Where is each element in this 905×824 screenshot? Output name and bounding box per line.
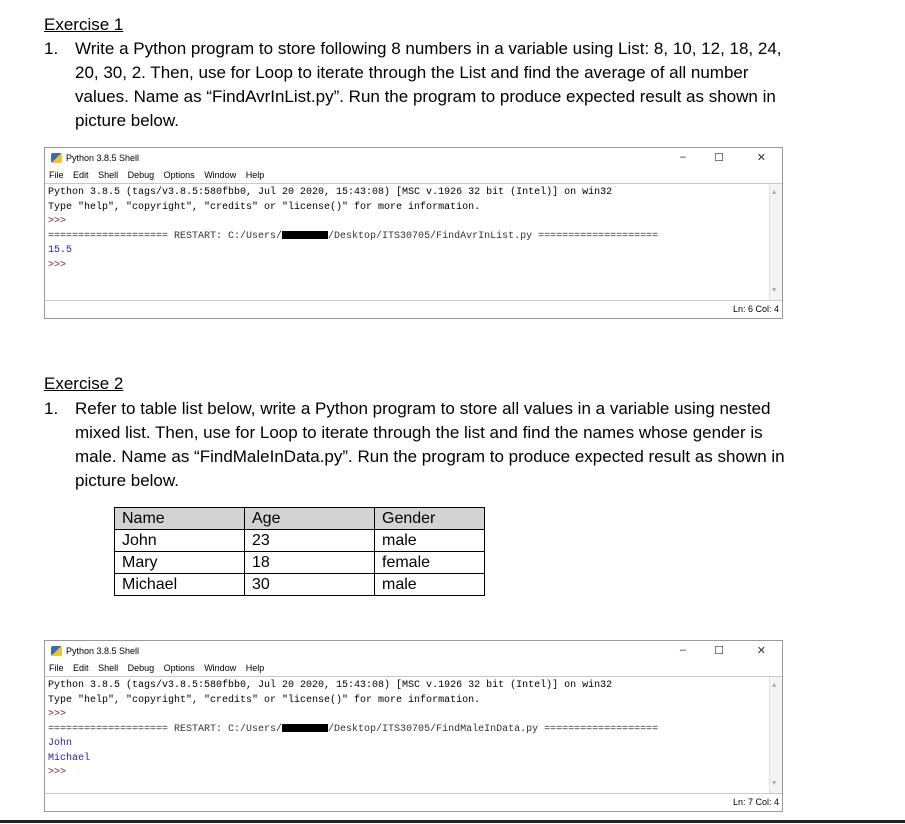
program-output: 15.5 bbox=[48, 245, 73, 256]
window-title: Python 3.8.5 Shell bbox=[66, 153, 140, 163]
minimize-button[interactable]: – bbox=[679, 151, 686, 163]
program-output: John bbox=[48, 738, 73, 749]
menu-debug[interactable]: Debug bbox=[127, 170, 155, 180]
banner-line: Python 3.8.5 (tags/v3.8.5:580fbb0, Jul 20 2020, 15:43:08) [MSC v.1926 32 bit (Intel)] on win32 bbox=[48, 680, 613, 691]
exercise1-heading: Exercise 1 bbox=[44, 15, 124, 34]
close-button[interactable]: ✕ bbox=[756, 645, 766, 657]
shell-prompt: >>> bbox=[48, 767, 67, 778]
restart-suffix: /Desktop/ITS30705/FindMaleInData.py =================== bbox=[328, 723, 659, 735]
table-header-row bbox=[115, 508, 485, 530]
menu-debug[interactable]: Debug bbox=[127, 663, 155, 673]
python-icon bbox=[51, 646, 62, 656]
window-titlebar bbox=[45, 641, 782, 661]
cell-gender: female bbox=[375, 552, 485, 574]
header-gender: Gender bbox=[375, 508, 485, 530]
table-row bbox=[115, 530, 485, 552]
menu-shell[interactable]: Shell bbox=[98, 170, 119, 180]
python-shell-window-2 bbox=[44, 640, 783, 812]
cursor-position: Ln: 6 Col: 4 bbox=[732, 304, 779, 314]
cell-gender: male bbox=[375, 530, 485, 552]
people-table bbox=[114, 507, 485, 596]
header-name: Name bbox=[115, 508, 245, 530]
menu-file[interactable]: File bbox=[49, 663, 64, 673]
exercise1-item bbox=[44, 37, 804, 133]
restart-prefix: ==================== RESTART: C:/Users/ bbox=[48, 723, 283, 735]
exercise2-item bbox=[44, 397, 804, 493]
vertical-scrollbar[interactable] bbox=[769, 677, 782, 793]
maximize-button[interactable]: ☐ bbox=[714, 152, 724, 164]
python-icon bbox=[51, 153, 62, 163]
exercise1-text: Write a Python program to store following 8 numbers in a variable using List: 8, 10, 12, 18, 24, 20, 30, 2. Then, use for Loop to iterate through the List and find the average of all number values. Name as “FindAvrInList.py”. Run the program to produce expected result as shown in picture below. bbox=[75, 39, 782, 130]
shell-output-area[interactable] bbox=[45, 676, 782, 794]
menu-file[interactable]: File bbox=[49, 170, 64, 180]
cursor-position: Ln: 7 Col: 4 bbox=[732, 797, 779, 807]
shell-prompt: >>> bbox=[48, 216, 67, 227]
menu-bar bbox=[45, 661, 782, 676]
redacted-username bbox=[282, 724, 328, 732]
menu-shell[interactable]: Shell bbox=[98, 663, 119, 673]
cell-name: Mary bbox=[115, 552, 245, 574]
cell-age: 23 bbox=[245, 530, 375, 552]
cell-age: 18 bbox=[245, 552, 375, 574]
minimize-button[interactable]: – bbox=[679, 644, 686, 656]
menu-help[interactable]: Help bbox=[245, 170, 265, 180]
page-bottom-border bbox=[0, 820, 905, 823]
banner-line: Python 3.8.5 (tags/v3.8.5:580fbb0, Jul 20 2020, 15:43:08) [MSC v.1926 32 bit (Intel)] on win32 bbox=[48, 187, 613, 198]
scroll-down-icon[interactable]: ▼ bbox=[772, 286, 777, 295]
menu-edit[interactable]: Edit bbox=[73, 170, 89, 180]
menu-window[interactable]: Window bbox=[204, 170, 237, 180]
exercise2-text: Refer to table list below, write a Python program to store all values in a variable using nested mixed list. Then, use for Loop to iterate through the list and find the names whose gender is male. Name as “FindMaleInData.py”. Run the program to produce expected result as shown in picture below. bbox=[75, 399, 785, 490]
exercise2-heading: Exercise 2 bbox=[44, 374, 124, 393]
status-bar bbox=[45, 794, 782, 810]
item-number: 1. bbox=[44, 399, 59, 418]
python-shell-window-1 bbox=[44, 147, 783, 319]
menu-bar bbox=[45, 168, 782, 183]
menu-options[interactable]: Options bbox=[163, 170, 195, 180]
cell-name: John bbox=[115, 530, 245, 552]
program-output: Michael bbox=[48, 752, 91, 764]
vertical-scrollbar[interactable] bbox=[769, 184, 782, 300]
help-line: Type "help", "copyright", "credits" or "license()" for more information. bbox=[48, 694, 481, 706]
restart-line bbox=[48, 723, 782, 738]
menu-edit[interactable]: Edit bbox=[73, 663, 89, 673]
redacted-username bbox=[282, 231, 328, 239]
status-bar bbox=[45, 301, 782, 317]
restart-line bbox=[48, 230, 782, 245]
cell-name: Michael bbox=[115, 574, 245, 596]
menu-options[interactable]: Options bbox=[163, 663, 195, 673]
shell-output-area[interactable] bbox=[45, 183, 782, 301]
restart-suffix: /Desktop/ITS30705/FindAvrInList.py ==================== bbox=[328, 230, 659, 242]
header-age: Age bbox=[245, 508, 375, 530]
menu-window[interactable]: Window bbox=[204, 663, 237, 673]
table-row bbox=[115, 574, 485, 596]
window-title: Python 3.8.5 Shell bbox=[66, 646, 140, 656]
close-button[interactable]: ✕ bbox=[756, 152, 766, 164]
scroll-up-icon[interactable]: ▲ bbox=[772, 682, 777, 690]
restart-prefix: ==================== RESTART: C:/Users/ bbox=[48, 230, 283, 242]
cell-age: 30 bbox=[245, 574, 375, 596]
maximize-button[interactable]: ☐ bbox=[714, 645, 724, 657]
window-titlebar bbox=[45, 148, 782, 168]
help-line: Type "help", "copyright", "credits" or "license()" for more information. bbox=[48, 201, 481, 213]
cell-gender: male bbox=[375, 574, 485, 596]
table-row bbox=[115, 552, 485, 574]
menu-help[interactable]: Help bbox=[245, 663, 265, 673]
shell-prompt: >>> bbox=[48, 259, 67, 271]
shell-prompt: >>> bbox=[48, 709, 67, 720]
scroll-down-icon[interactable]: ▼ bbox=[772, 779, 777, 788]
item-number: 1. bbox=[44, 39, 59, 58]
scroll-up-icon[interactable]: ▲ bbox=[772, 189, 777, 197]
